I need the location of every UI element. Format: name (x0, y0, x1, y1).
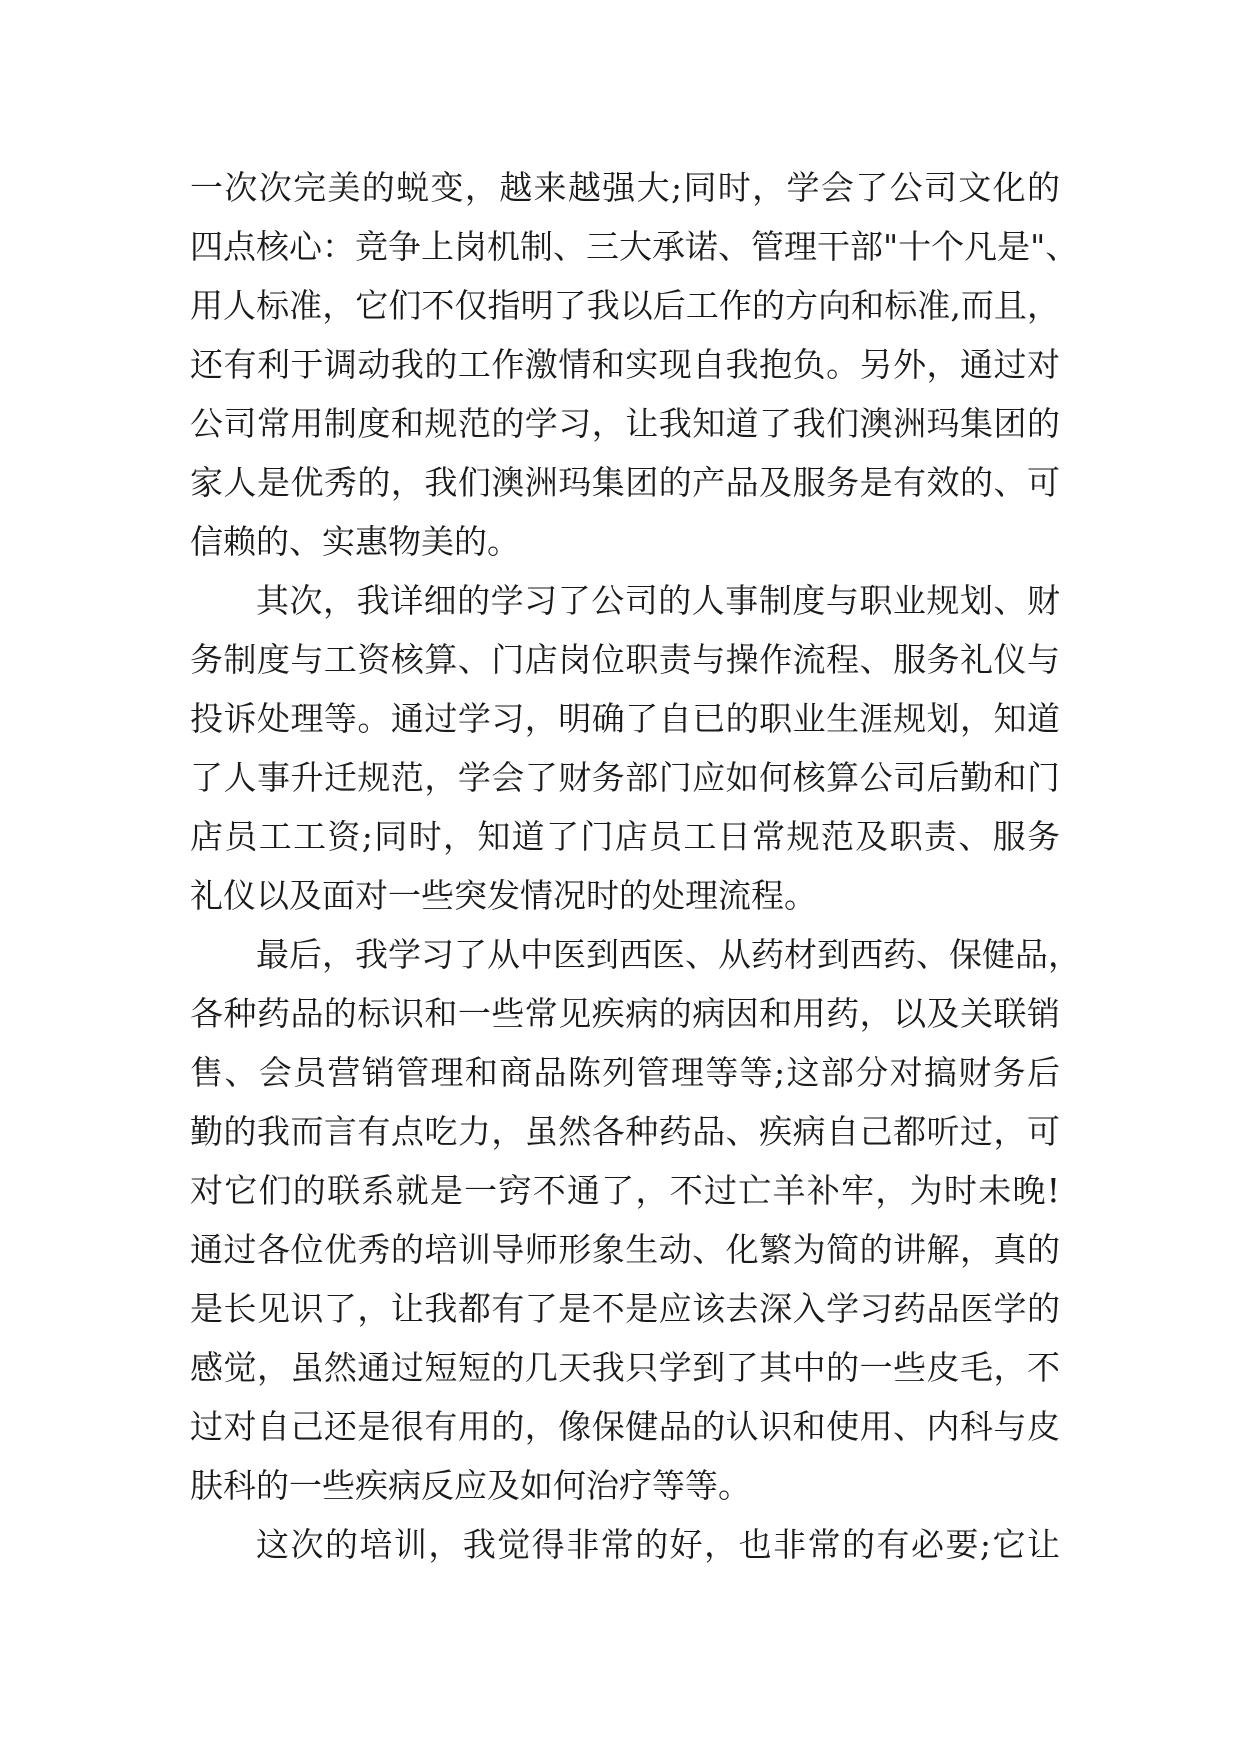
text-line: 售、会员营销管理和商品陈列管理等等;这部分对搞财务后 (190, 1053, 1060, 1092)
text-line: 店员工工资;同时，知道了门店员工日常规范及职责、服务 (190, 817, 1060, 856)
text-line: 对它们的联系就是一窍不通了，不过亡羊补牢，为时未晚! (190, 1171, 1060, 1210)
text-line: 投诉处理等。通过学习，明确了自已的职业生涯规划，知道 (190, 699, 1060, 738)
text-line: 过对自己还是很有用的，像保健品的认识和使用、内科与皮 (190, 1407, 1060, 1446)
text-line: 礼仪以及面对一些突发情况时的处理流程。 (190, 876, 817, 915)
text-line: 了人事升迁规范，学会了财务部门应如何核算公司后勤和门 (190, 758, 1060, 797)
text-line: 各种药品的标识和一些常见疾病的病因和用药，以及关联销 (190, 994, 1060, 1033)
text-line: 一次次完美的蜕变，越来越强大;同时，学会了公司文化的 (190, 168, 1060, 207)
text-line: 其次，我详细的学习了公司的人事制度与职业规划、财 (256, 581, 1060, 620)
body-text (190, 158, 1081, 1574)
text-line: 通过各位优秀的培训导师形象生动、化繁为简的讲解，真的 (190, 1230, 1060, 1269)
text-line: 最后，我学习了从中医到西医、从药材到西药、保健品， (256, 935, 1081, 974)
text-line: 信赖的、实惠物美的。 (190, 522, 520, 561)
text-line: 四点核心：竞争上岗机制、三大承诺、管理干部"十个凡是"、 (190, 227, 1079, 266)
text-line: 感觉，虽然通过短短的几天我只学到了其中的一些皮毛，不 (190, 1348, 1060, 1387)
text-line: 务制度与工资核算、门店岗位职责与操作流程、服务礼仪与 (190, 640, 1060, 679)
text-line: 肤科的一些疾病反应及如何治疗等等。 (190, 1466, 751, 1505)
text-line: 勤的我而言有点吃力，虽然各种药品、疾病自己都听过，可 (190, 1112, 1060, 1151)
text-line: 是长见识了，让我都有了是不是应该去深入学习药品医学的 (190, 1289, 1060, 1328)
text-line: 这次的培训，我觉得非常的好，也非常的有必要;它让 (256, 1525, 1060, 1564)
text-line: 用人标准，它们不仅指明了我以后工作的方向和标准,而且， (190, 286, 1060, 325)
text-line: 公司常用制度和规范的学习，让我知道了我们澳洲玛集团的 (190, 404, 1060, 443)
text-line: 家人是优秀的，我们澳洲玛集团的产品及服务是有效的、可 (190, 463, 1060, 502)
text-line: 还有利于调动我的工作激情和实现自我抱负。另外，通过对 (190, 345, 1060, 384)
